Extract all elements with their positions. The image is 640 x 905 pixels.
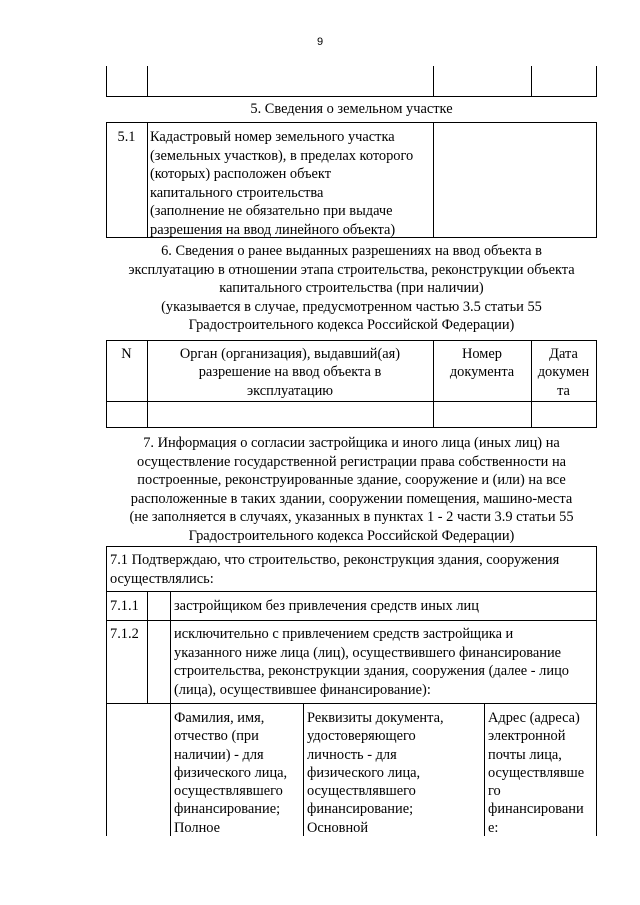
- column-header-authority: Орган (организация), выдавший(ая) разрешение на ввод объекта в эксплуатацию: [179, 346, 401, 399]
- cadastral-number-value[interactable]: [434, 123, 596, 237]
- section6-heading: 6. Сведения о ранее выданных разрешениях на ввод объекта в эксплуатацию в отношении этапа строительства, реконструкции объекта капитального строительства (при наличии) (указывается в случае, предусмотренном частью 3.5 статьи 55 Градостроительного кодекса Российской Федерации): [128, 243, 575, 334]
- option-7-1-2-text: исключительно с привлечением средств застройщика и указанного ниже лица (лиц), осуществившего финансирование строительства, реконструкции здания, сооружения (далее - лицо (лица), осуществившее финансирование):: [174, 626, 569, 698]
- section7-heading: 7. Информация о согласии застройщика и иного лица (иных лиц) на осуществление государственной регистрации права собственности на построенные, реконструированные здание, сооружение и (или) на все расположенные в таких здании, сооружении помещения, машино-места (не заполняется в случаях, указанных в пунктах 1 - 2 части 3.9 статьи 55 Градостроительного кодекса Российской Федерации): [129, 435, 574, 544]
- column-header-document-date: Дата докумен та: [537, 346, 590, 399]
- column-header-identity-document: Реквизиты документа, удостоверяющего личность - для физического лица, осуществлявшего финансирование; Основной: [307, 710, 444, 836]
- option-7-1-1-text: застройщиком без привлечения средств иных лиц: [174, 598, 479, 614]
- column-header-number: N: [121, 346, 132, 362]
- option-7-1-2-checkbox[interactable]: [148, 621, 170, 703]
- column-header-email: Адрес (адреса) электронной почты лица, осуществлявше го финансировани е:: [488, 710, 585, 836]
- section5-row-number: 5.1: [117, 129, 136, 145]
- confirm-statement: 7.1 Подтверждаю, что строительство, реконструкция здания, сооружения осуществлялись:: [110, 552, 560, 587]
- option-7-1-1-number: 7.1.1: [110, 598, 139, 614]
- page-number: 9: [316, 36, 324, 48]
- section5-heading: 5. Сведения о земельном участке: [250, 101, 453, 117]
- column-header-document-number: Номер документа: [449, 346, 515, 381]
- column-header-financer-name: Фамилия, имя, отчество (при наличии) - для физического лица, осуществлявшего финансирование; Полное: [174, 710, 288, 836]
- cadastral-number-label: Кадастровый номер земельного участка (земельных участков), в пределах которого (которых) расположен объект капитального строительства (заполнение не обязательно при выдаче разрешения на ввод линейного объекта): [150, 129, 414, 238]
- table-row[interactable]: [107, 402, 596, 427]
- option-7-1-1-checkbox[interactable]: [148, 592, 170, 620]
- option-7-1-2-number: 7.1.2: [110, 626, 139, 642]
